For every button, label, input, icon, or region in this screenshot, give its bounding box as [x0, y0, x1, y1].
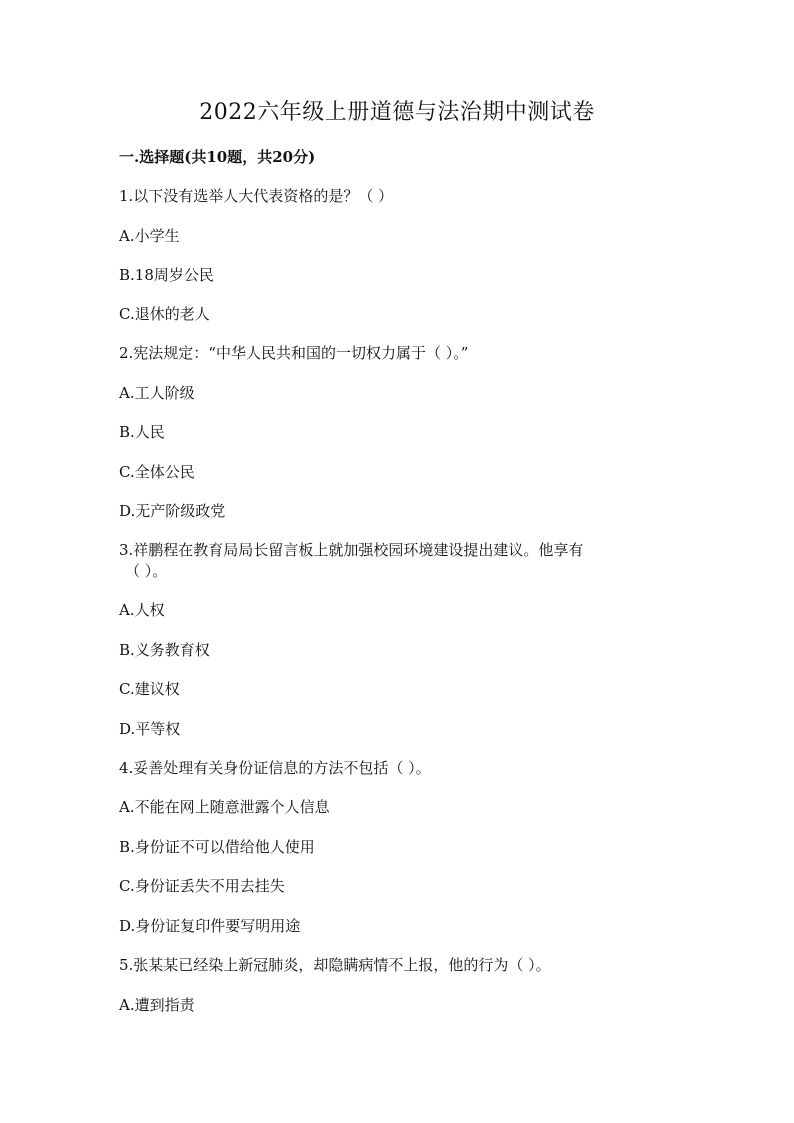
question-4-option-c: C.身份证丢失不用去挂失 [119, 877, 285, 895]
question-1-option-a: A.小学生 [119, 227, 180, 245]
question-3-stem: 3.祥鹏程在教育局局长留言板上就加强校园环境建设提出建议。他享有 [119, 541, 584, 559]
question-3-stem-continued: （ ）。 [125, 562, 168, 580]
question-5-option-a: A.遭到指责 [119, 996, 195, 1014]
question-4-option-a: A.不能在网上随意泄露个人信息 [119, 798, 330, 816]
question-1-stem: 1.以下没有选举人大代表资格的是？（ ） [119, 187, 394, 205]
question-4-option-b: B.身份证不可以借给他人使用 [119, 838, 315, 856]
question-1-option-b: B.18周岁公民 [119, 266, 214, 284]
question-3-option-a: A.人权 [119, 601, 165, 619]
question-3-option-c: C.建议权 [119, 680, 180, 698]
section-heading: 一.选择题(共10题，共20分) [119, 148, 316, 166]
question-2-option-b: B.人民 [119, 423, 165, 441]
question-2-option-d: D.无产阶级政党 [119, 502, 226, 520]
question-2-option-c: C.全体公民 [119, 463, 195, 481]
question-2-stem: 2.宪法规定：“中华人民共和国的一切权力属于（ ）。” [119, 344, 469, 362]
question-1-option-c: C.退休的老人 [119, 305, 210, 323]
question-3-option-b: B.义务教育权 [119, 641, 210, 659]
question-4-stem: 4.妥善处理有关身份证信息的方法不包括（ ）。 [119, 759, 431, 777]
question-3-option-d: D.平等权 [119, 720, 181, 738]
question-5-stem: 5.张某某已经染上新冠肺炎，却隐瞒病情不上报，他的行为（ ）。 [119, 956, 551, 974]
question-2-option-a: A.工人阶级 [119, 384, 195, 402]
question-4-option-d: D.身份证复印件要写明用途 [119, 917, 301, 935]
exam-title: 2022六年级上册道德与法治期中测试卷 [199, 100, 595, 125]
